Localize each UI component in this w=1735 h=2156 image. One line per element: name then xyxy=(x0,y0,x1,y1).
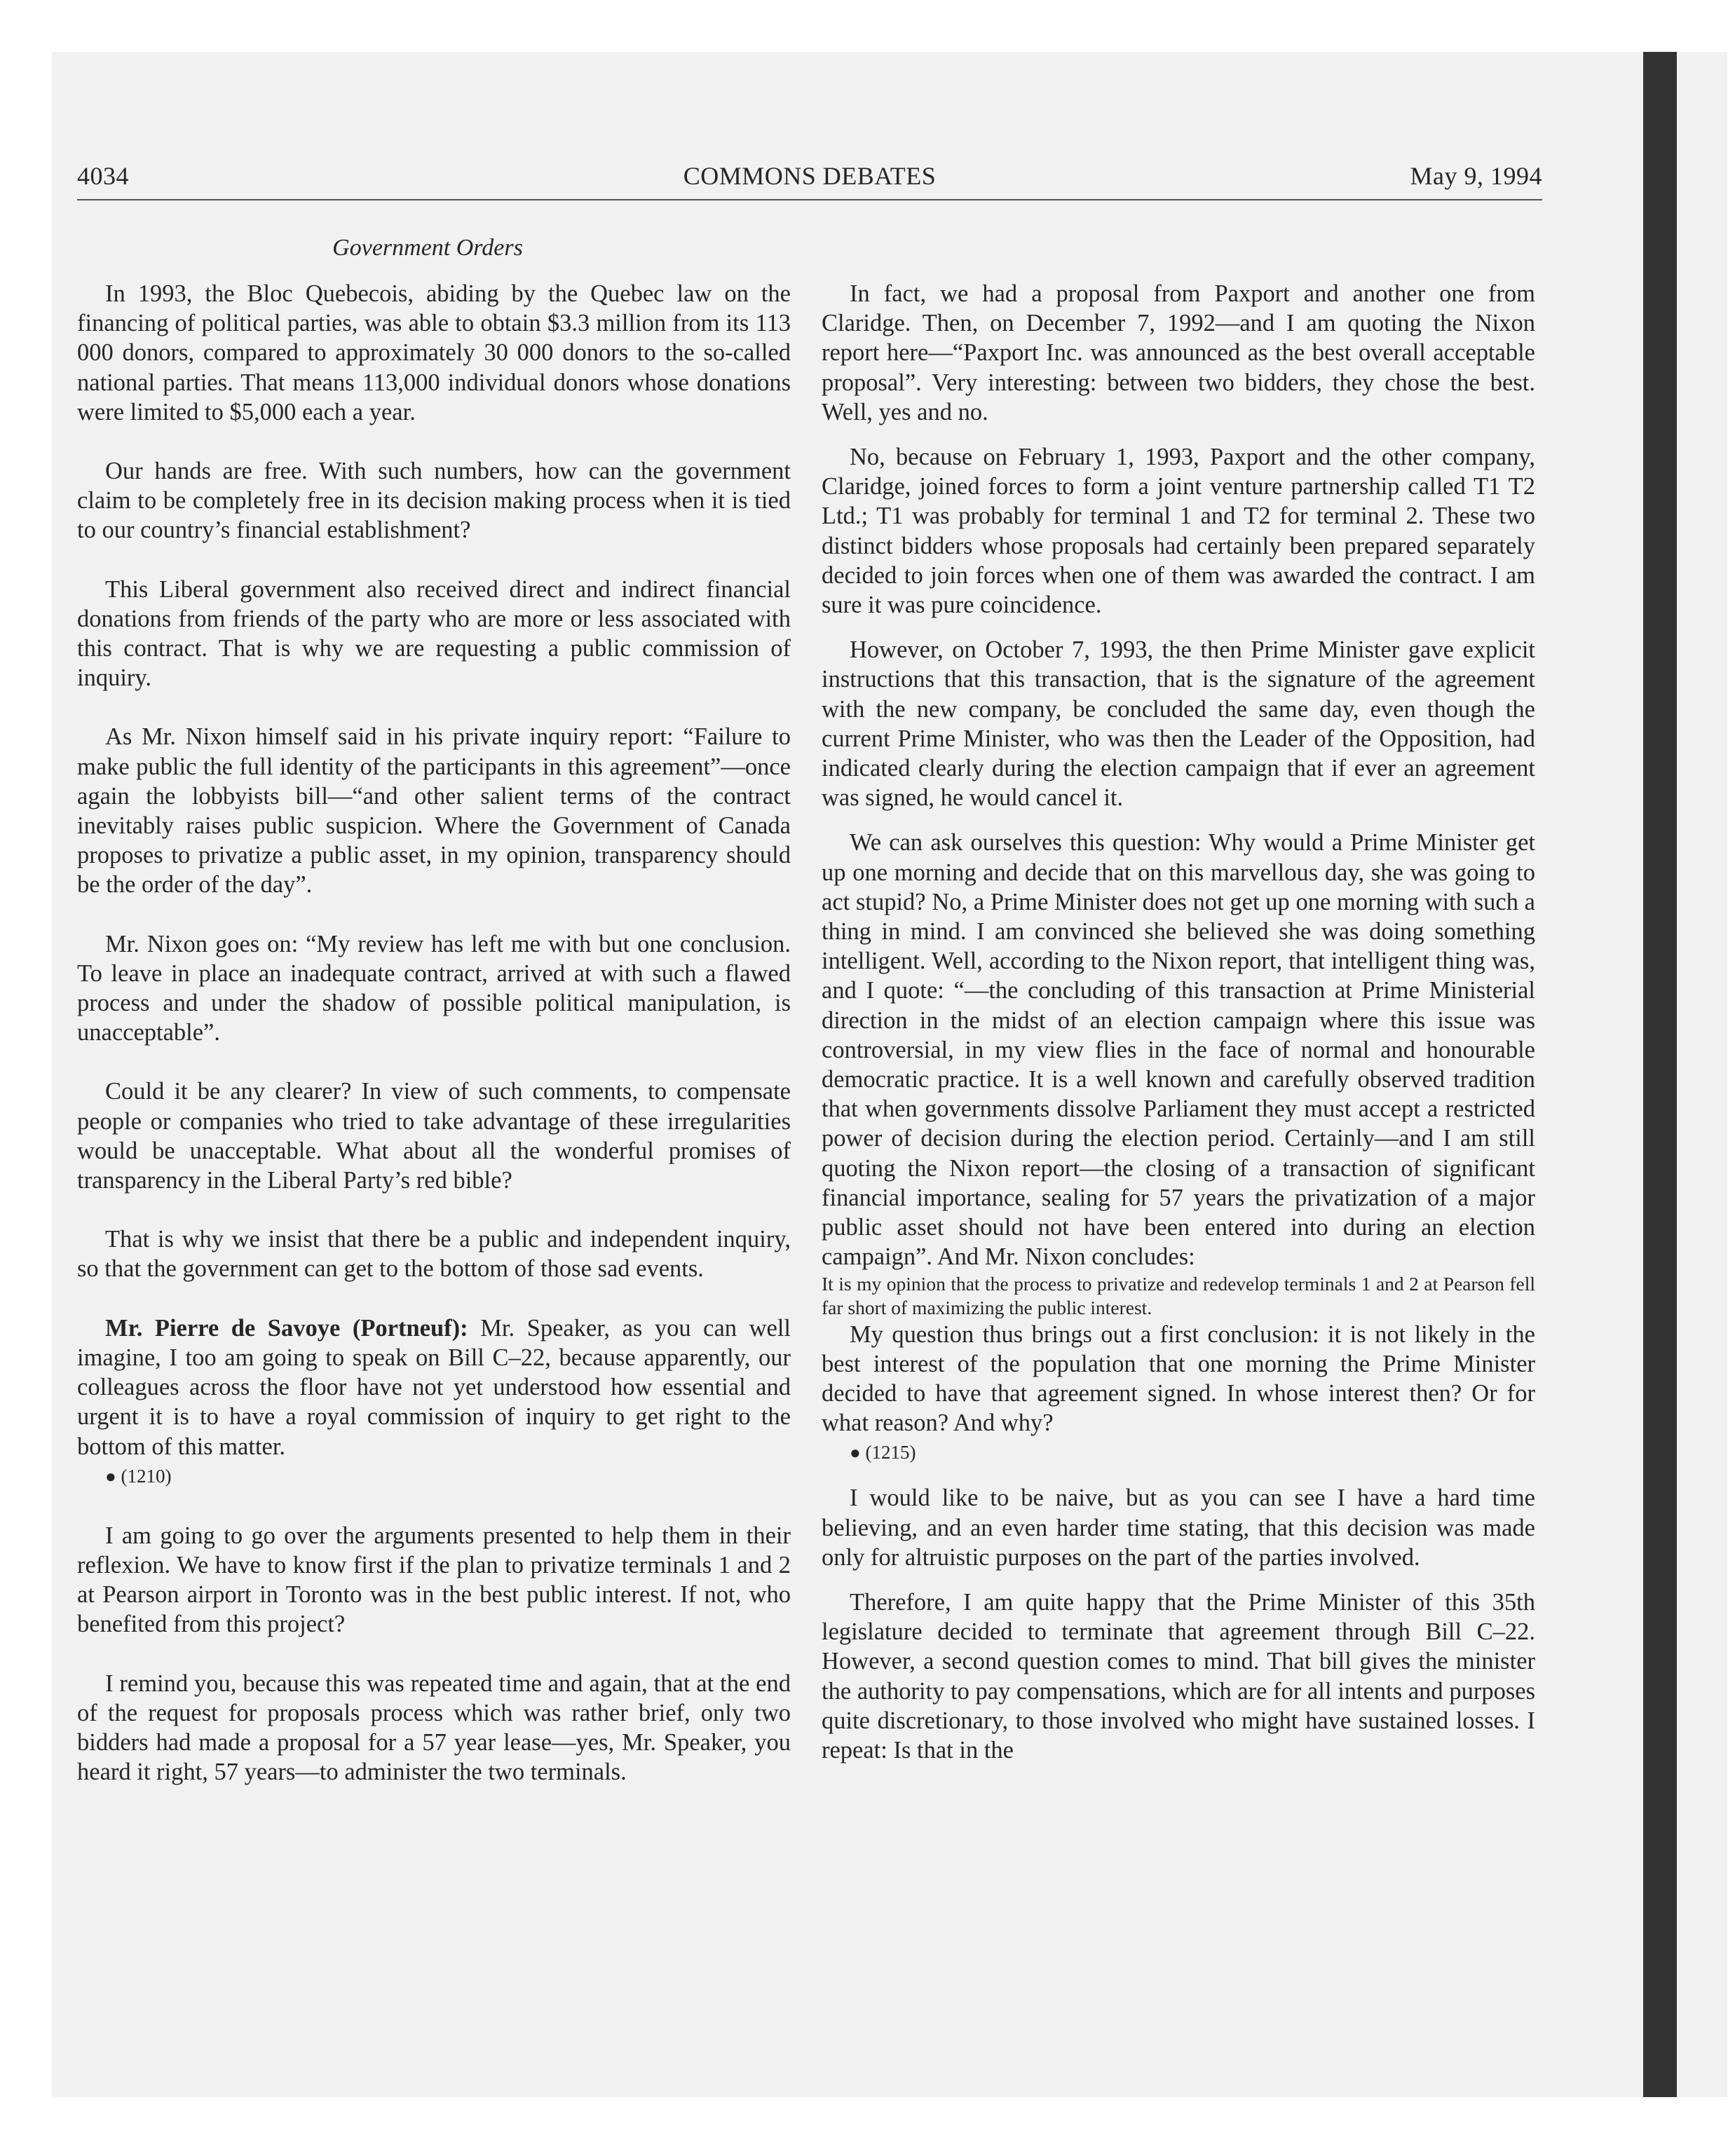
time-marker xyxy=(77,1461,791,1492)
speech-text: Mr. Speaker, as you can well imagine, I too am going to speak on Bill C–22, because apparently, our colleagues across the floor have not yet understood how essential and urgent it is to have a royal commission of inquiry to get right to the bottom of this matter. xyxy=(77,1314,791,1460)
paragraph: That is why we insist that there be a public and independent inquiry, so that the government can get to the bottom of those sad events. xyxy=(77,1226,791,1283)
paragraph: This Liberal government also received direct and indirect financial donations from friends of the party who are more or less associated with this contract. That is why we are requesting a public commission of inquiry. xyxy=(77,575,791,692)
paragraph: Mr. Nixon goes on: “My review has left me with but one conclusion. To leave in place an inadequate contract, arrived at with such a flawed process and under the shadow of possible political manipulation, is unacceptable”. xyxy=(77,930,791,1046)
paragraph: In 1993, the Bloc Quebecois, abiding by the Quebec law on the financing of political parties, was able to obtain $3.3 million from its 113 000 donors, compared to approximately 30 000 donors to the so-called national parties. That means 113,000 individual donors whose donations were limited to $5,000 each a year. xyxy=(77,280,791,425)
page-date: May 9, 1994 xyxy=(1410,162,1542,190)
paragraph: No, because on February 1, 1993, Paxport and the other company, Claridge, joined forces to form a joint venture partnership called T1 T2 Ltd.; T1 was probably for terminal 1 and T2 for terminal 2. These two distinct bidders whose proposals had certainly been prepared separately decided to join forces when one of them was awarded the contract. I am sure it was pure coincidence. xyxy=(822,444,1535,619)
bullet-icon: ● xyxy=(850,1442,861,1464)
paragraph: We can ask ourselves this question: Why would a Prime Minister get up one morning and decide that on this marvellous day, she was going to act stupid? No, a Prime Minister does not get up one morning with such a thing in mind. I am convinced she believed she was doing something intelligent. Well, according to the Nixon report, that intelligent thing was, and I quote: “—the concluding of this transaction at Prime Ministerial direction in the midst of an election campaign where this issue was controversial, in my view flies in the face of normal and honourable democratic practice. It is a well known and carefully observed tradition that when governments dissolve Parliament they must accept a restricted power of decision during the election period. Certainly—and I am still quoting the Nixon report—the closing of a transaction of significant financial importance, sealing for 57 years the privatization of a major public asset should not have been entered into during an election campaign”. And Mr. Nixon concludes: xyxy=(822,829,1535,1271)
section-title: Government Orders xyxy=(332,235,523,261)
speaker-paragraph xyxy=(77,1314,791,1461)
paragraph: I am going to go over the arguments presented to help them in their reflexion. We have to know first if the plan to privatize terminals 1 and 2 at Pearson airport in Toronto was in the best public interest. If not, who benefited from this project? xyxy=(77,1522,791,1638)
paragraph: I remind you, because this was repeated time and again, that at the end of the request for proposals process which was rather brief, only two bidders had made a proposal for a 57 year lease—yes, Mr. Speaker, you heard it right, 57 years—to administer the two terminals. xyxy=(77,1670,791,1786)
page-number: 4034 xyxy=(77,162,129,190)
paragraph: My question thus brings out a first conclusion: it is not likely in the best interest of the population that one morning the Prime Minister decided to have that agreement signed. In whose interest then? Or for what reason? And why? xyxy=(822,1321,1535,1437)
block-quote: It is my opinion that the process to privatize and redevelop terminals 1 and 2 at Pearson fell far short of maximizing the public interest. xyxy=(822,1272,1535,1318)
paragraph: Could it be any clearer? In view of such comments, to compensate people or companies who tried to take advantage of these irregularities would be unacceptable. What about all the wonderful promises of transparency in the Liberal Party’s red bible? xyxy=(77,1078,791,1194)
paragraph: As Mr. Nixon himself said in his private inquiry report: “Failure to make public the full identity of the participants in this agreement”—once again the lobbyists bill—“and other salient terms of the contract inevitably raises public suspicion. Where the Government of Canada proposes to privatize a public asset, in my opinion, transparency should be the order of the day”. xyxy=(77,723,791,899)
paragraph: Our hands are free. With such numbers, how can the government claim to be completely free in its decision making process when it is tied to our country’s financial establishment? xyxy=(77,458,791,544)
time-marker-text: (1215) xyxy=(865,1442,916,1464)
time-marker xyxy=(822,1438,1535,1468)
paragraph: In fact, we had a proposal from Paxport and another one from Claridge. Then, on December 7, 1992—and I am quoting the Nixon report here—“Paxport Inc. was announced as the best overall acceptable proposal”. Very interesting: between two bidders, they chose the best. Well, yes and no. xyxy=(822,280,1535,425)
scan-edge-shadow xyxy=(1643,52,1677,2097)
time-marker-text: (1210) xyxy=(121,1465,172,1487)
right-column xyxy=(822,279,1535,1765)
speaker-name: Mr. Pierre de Savoye (Portneuf): xyxy=(105,1314,468,1342)
left-column xyxy=(77,279,791,1787)
page-header xyxy=(77,161,1542,196)
header-rule xyxy=(77,199,1542,200)
publication-title: COMMONS DEBATES xyxy=(683,162,937,190)
bullet-icon: ● xyxy=(105,1466,116,1487)
paragraph: However, on October 7, 1993, the then Prime Minister gave explicit instructions that this transaction, that is the signature of the agreement with the new company, be concluded the same day, even though the current Prime Minister, who was then the Leader of the Opposition, had indicated clearly during the election campaign that if ever an agreement was signed, he would cancel it. xyxy=(822,636,1535,812)
paragraph: I would like to be naive, but as you can see I have a hard time believing, and an even harder time stating, that this decision was made only for altruistic purposes on the part of the parties involved. xyxy=(822,1485,1535,1571)
paragraph: Therefore, I am quite happy that the Prime Minister of this 35th legislature decided to terminate that agreement through Bill C–22. However, a second question comes to mind. That bill gives the minister the authority to pay compensations, which are for all intents and purposes quite discretionary, to those involved who might have sustained losses. I repeat: Is that in the xyxy=(822,1588,1535,1763)
